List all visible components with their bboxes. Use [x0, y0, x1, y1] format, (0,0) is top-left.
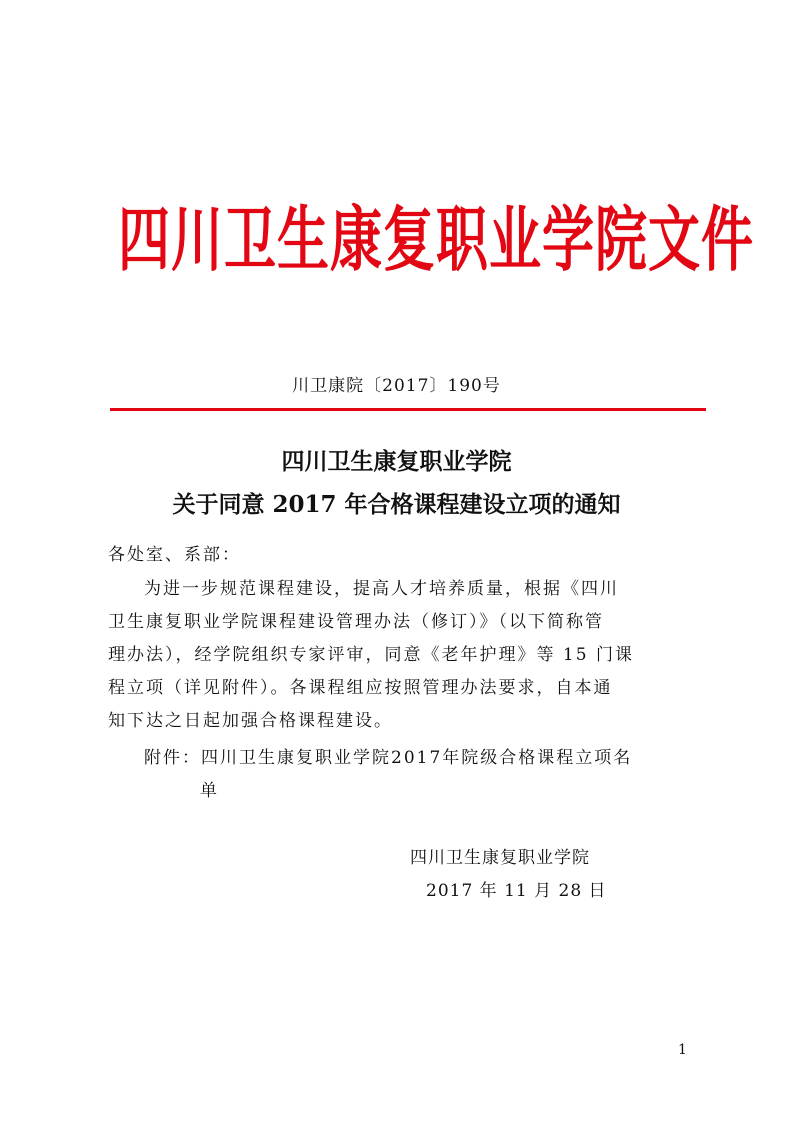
document-header-title: 四川卫生康复职业学院文件	[118, 200, 755, 282]
body-paragraph-line: 知下达之日起加强合格课程建设。	[108, 711, 393, 731]
signature-organization: 四川卫生康复职业学院	[410, 848, 590, 868]
document-number: 川卫康院〔2017〕190号	[292, 376, 501, 396]
salutation: 各处室、系部：	[108, 545, 241, 565]
page-number: 1	[678, 1042, 687, 1058]
body-paragraph-line: 理办法），经学院组织专家评审，同意《老年护理》等 15 门课	[108, 645, 634, 665]
body-paragraph-line: 卫生康复职业学院课程建设管理办法（修订）》（以下简称管	[108, 612, 604, 632]
signature-date: 2017 年 11 月 28 日	[426, 881, 607, 901]
header-divider	[110, 408, 706, 411]
notice-title-line-2: 关于同意 2017 年合格课程建设立项的通知	[172, 491, 621, 518]
body-paragraph-line: 程立项（详见附件）。各课程组应按照管理办法要求，自本通	[108, 678, 613, 698]
body-paragraph-line: 为进一步规范课程建设，提高人才培养质量，根据《四川	[144, 579, 619, 599]
attachment-line-continued: 单	[200, 781, 219, 801]
notice-title-line-1: 四川卫生康复职业学院	[281, 448, 512, 475]
attachment-line: 附件：四川卫生康复职业学院2017年院级合格课程立项名	[144, 748, 633, 768]
